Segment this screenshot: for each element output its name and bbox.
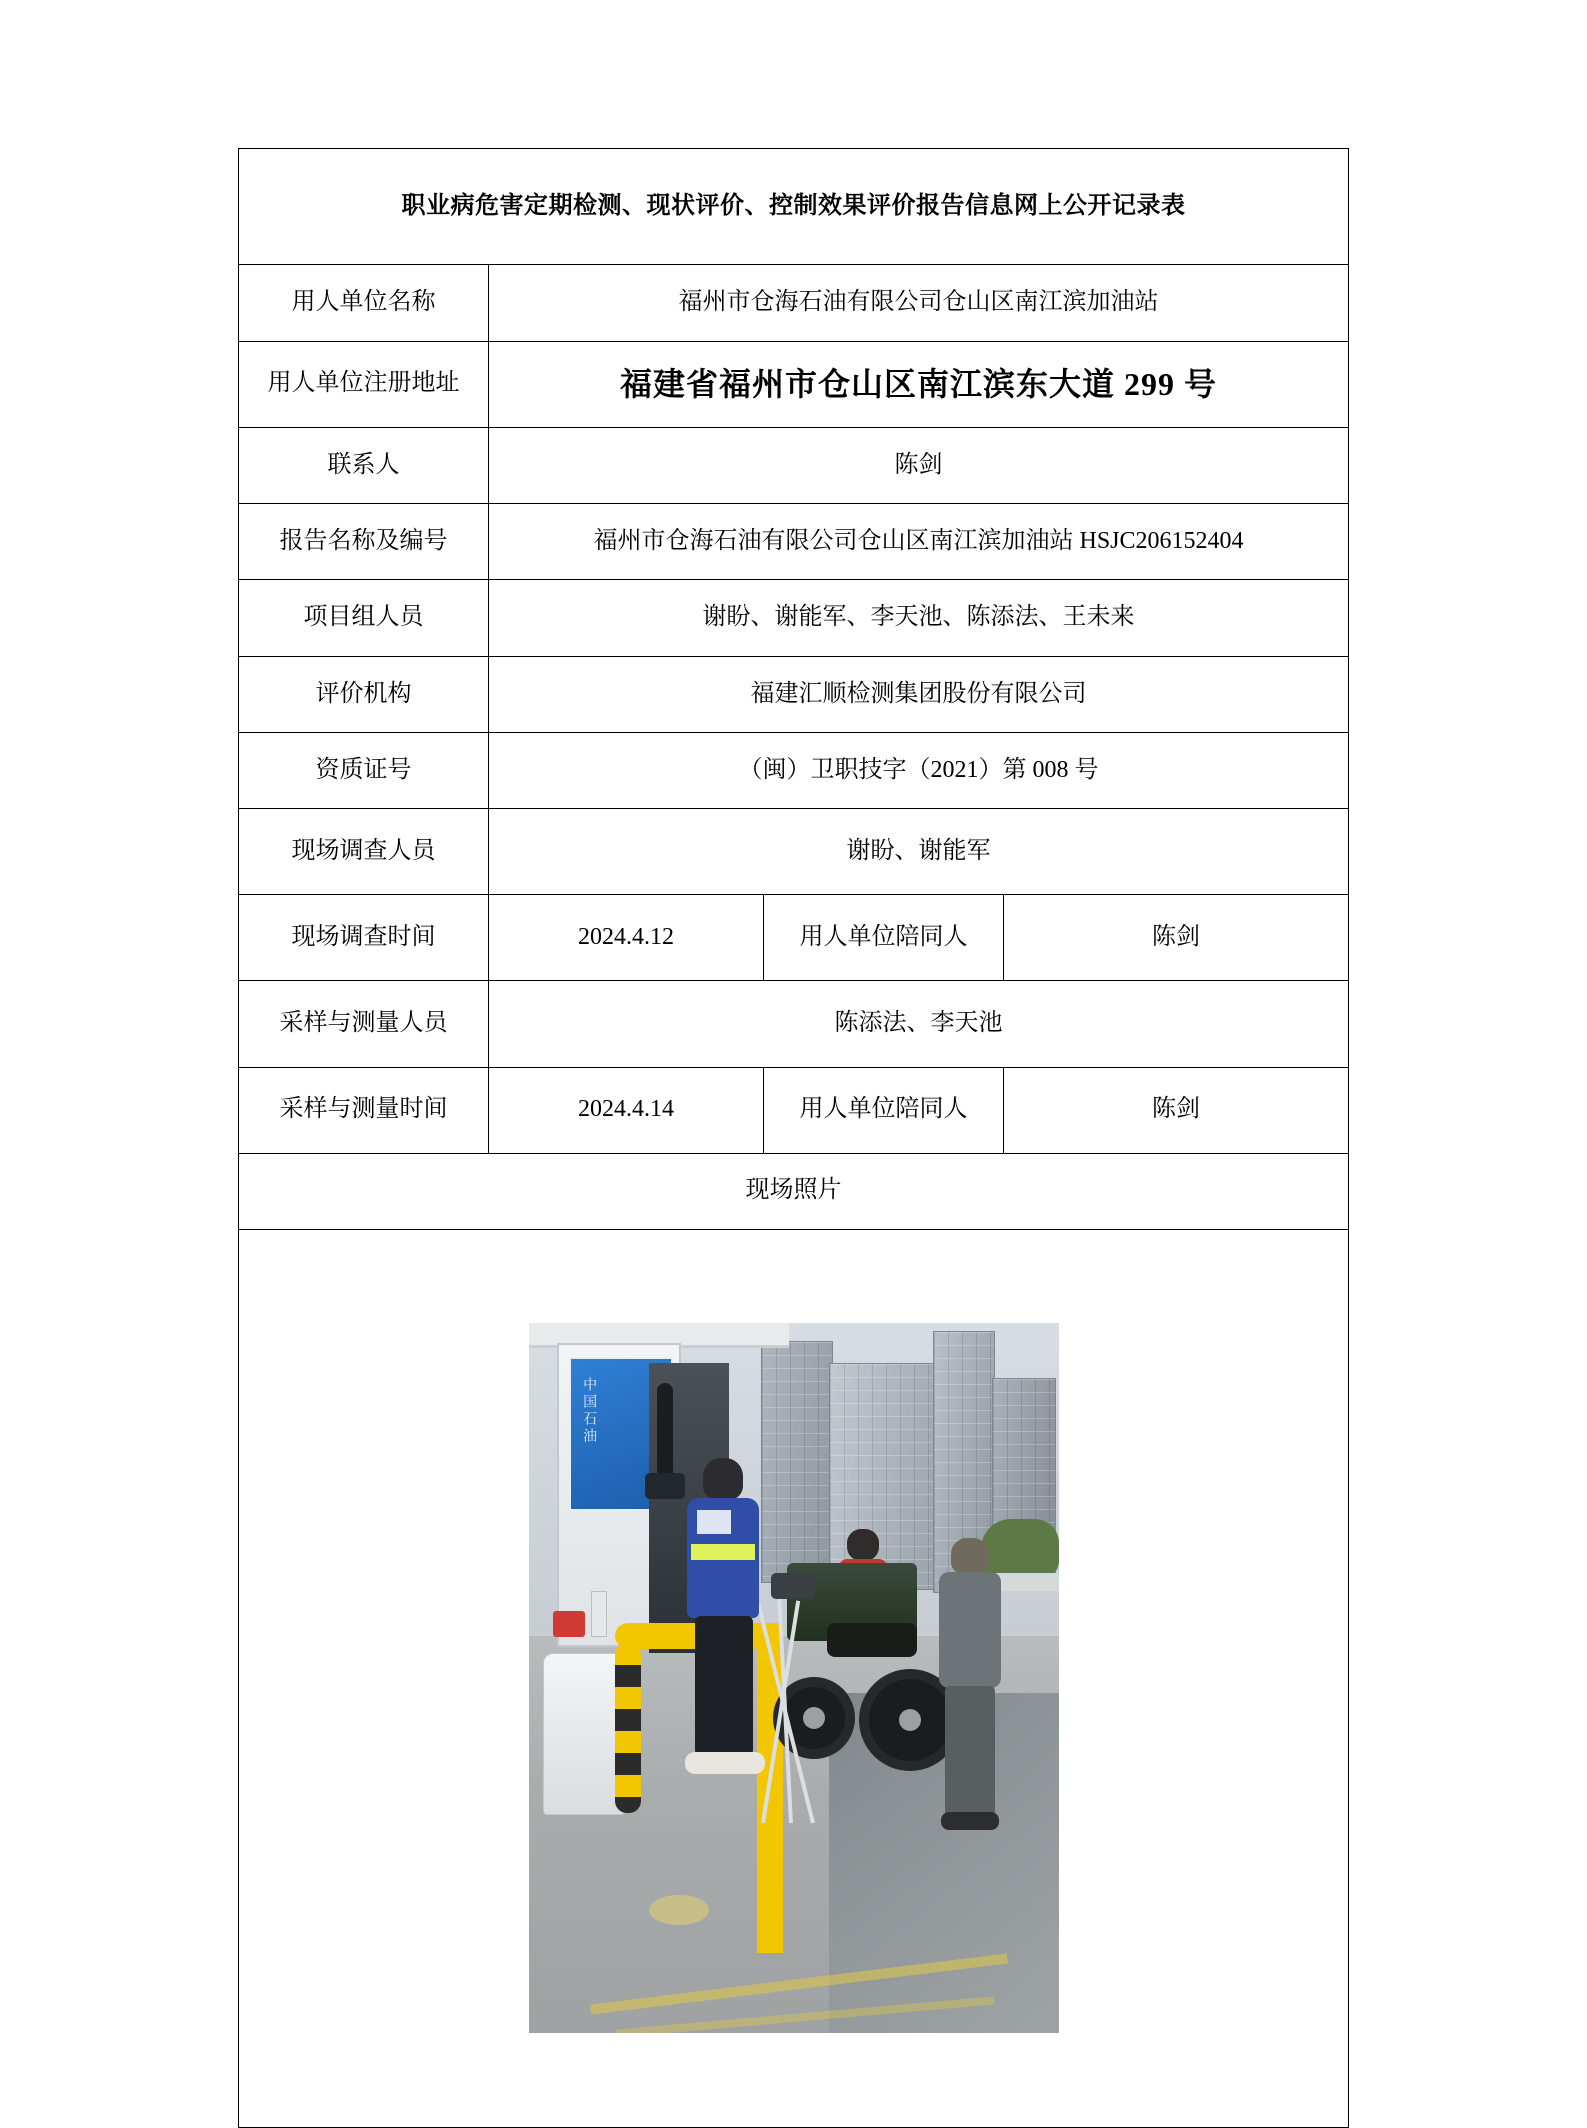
row-value-certificate-no: （闽）卫职技字（2021）第 008 号 [489, 733, 1349, 809]
photo-ground-stain [649, 1895, 709, 1925]
row-label-sampling-staff: 采样与测量人员 [239, 981, 489, 1067]
row-label-survey-staff: 现场调查人员 [239, 809, 489, 895]
row-label-report-name: 报告名称及编号 [239, 504, 489, 580]
table-row [239, 580, 1349, 656]
row-value-sampling-staff: 陈添法、李天池 [489, 981, 1349, 1067]
page-title: 职业病危害定期检测、现状评价、控制效果评价报告信息网上公开记录表 [239, 149, 1349, 265]
table-row-title [239, 149, 1349, 265]
row-value-agency: 福建汇顺检测集团股份有限公司 [489, 656, 1349, 732]
photo-spray-bottle [591, 1591, 607, 1637]
row-label-contact: 联系人 [239, 427, 489, 503]
row-label-registered-address: 用人单位注册地址 [239, 341, 489, 427]
row-value-contact: 陈剑 [489, 427, 1349, 503]
table-row [239, 981, 1349, 1067]
row-label-agency: 评价机构 [239, 656, 489, 732]
site-photo [529, 1323, 1059, 2033]
record-table [238, 148, 1349, 2128]
row-value-sampling-companion: 陈剑 [1004, 1067, 1349, 1153]
table-row [239, 427, 1349, 503]
row-label-company-name: 用人单位名称 [239, 265, 489, 341]
photo-bollard [615, 1643, 641, 1813]
photo-red-bucket [553, 1611, 585, 1637]
table-row [239, 341, 1349, 427]
table-row [239, 265, 1349, 341]
row-value-survey-staff: 谢盼、谢能军 [489, 809, 1349, 895]
row-value-sampling-date: 2024.4.14 [489, 1067, 764, 1153]
row-label-sampling-companion: 用人单位陪同人 [764, 1067, 1004, 1153]
row-label-project-team: 项目组人员 [239, 580, 489, 656]
table-row [239, 809, 1349, 895]
row-label-sampling-date: 采样与测量时间 [239, 1067, 489, 1153]
table-row-photo-title [239, 1153, 1349, 1229]
row-label-survey-companion: 用人单位陪同人 [764, 895, 1004, 981]
row-label-certificate-no: 资质证号 [239, 733, 489, 809]
photo-building [761, 1341, 833, 1583]
photo-cell [239, 1229, 1349, 2127]
row-value-company-name: 福州市仓海石油有限公司仓山区南江滨加油站 [489, 265, 1349, 341]
table-row [239, 1067, 1349, 1153]
row-label-survey-date: 现场调查时间 [239, 895, 489, 981]
row-value-registered-address: 福建省福州市仓山区南江滨东大道 299 号 [489, 341, 1349, 427]
photo-section-title: 现场照片 [239, 1153, 1349, 1229]
row-value-report-name: 福州市仓海石油有限公司仓山区南江滨加油站 HSJC206152404 [489, 504, 1349, 580]
table-row [239, 895, 1349, 981]
table-row [239, 504, 1349, 580]
table-row [239, 733, 1349, 809]
row-value-survey-date: 2024.4.12 [489, 895, 764, 981]
table-row [239, 656, 1349, 732]
photo-wrapper [239, 1323, 1348, 2033]
table-row-photo [239, 1229, 1349, 2127]
photo-person-grey [933, 1538, 1007, 1838]
photo-dispenser-brand-text: 中国石油 [581, 1377, 598, 1446]
photo-bin [543, 1653, 625, 1815]
row-value-survey-companion: 陈剑 [1004, 895, 1349, 981]
row-value-project-team: 谢盼、谢能军、李天池、陈添法、王未来 [489, 580, 1349, 656]
photo-inspector [677, 1458, 769, 1788]
